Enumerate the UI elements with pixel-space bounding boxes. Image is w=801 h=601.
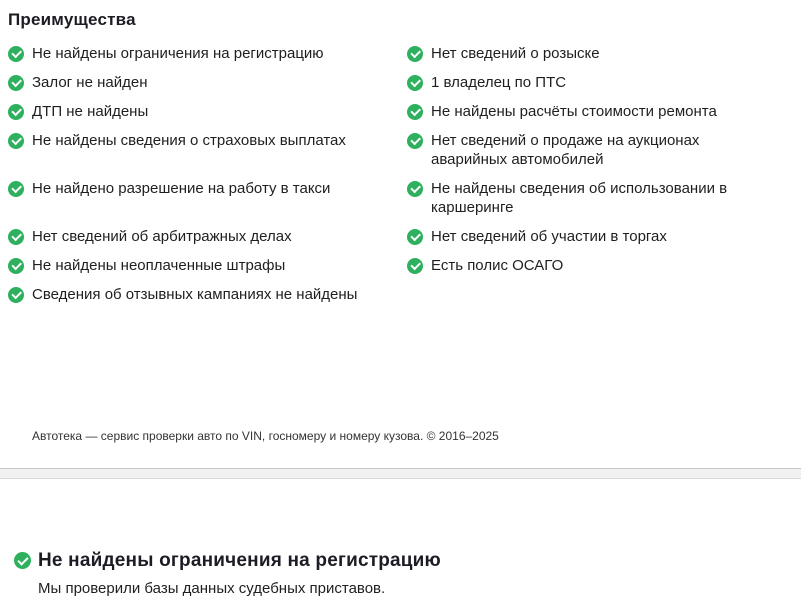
check-icon bbox=[8, 258, 24, 274]
check-icon bbox=[407, 258, 423, 274]
advantage-item bbox=[8, 179, 407, 217]
check-icon bbox=[407, 133, 423, 149]
detail-section bbox=[0, 549, 801, 598]
check-icon bbox=[8, 181, 24, 197]
advantage-item bbox=[407, 256, 793, 275]
advantages-grid bbox=[8, 44, 793, 304]
advantages-section bbox=[0, 10, 801, 443]
advantage-text: Не найдено разрешение на работу в такси bbox=[32, 180, 331, 197]
advantage-text: Не найдены ограничения на регистрацию bbox=[32, 45, 324, 62]
check-icon bbox=[8, 229, 24, 245]
check-icon bbox=[407, 229, 423, 245]
detail-heading bbox=[14, 549, 787, 572]
advantage-text: 1 владелец по ПТС bbox=[431, 74, 567, 91]
advantage-text: Не найдены неоплаченные штрафы bbox=[32, 257, 286, 274]
check-icon bbox=[407, 181, 423, 197]
check-icon bbox=[407, 75, 423, 91]
advantage-item bbox=[8, 102, 407, 121]
advantage-text: Нет сведений о продаже на аукционах аварийных автомобилей bbox=[431, 132, 700, 168]
advantage-text: Сведения об отзывных кампаниях не найдены bbox=[32, 286, 358, 303]
check-icon bbox=[8, 75, 24, 91]
advantage-item bbox=[407, 102, 793, 121]
advantage-item bbox=[8, 73, 407, 92]
advantage-text: Нет сведений об арбитражных делах bbox=[32, 228, 292, 245]
check-icon bbox=[407, 104, 423, 120]
advantage-text: Не найдены сведения о страховых выплатах bbox=[32, 132, 346, 149]
page-break-divider bbox=[0, 468, 801, 479]
advantage-text: Не найдены сведения об использовании в каршеринге bbox=[431, 180, 728, 216]
advantage-item bbox=[8, 131, 407, 169]
report-footer: Автотека — сервис проверки авто по VIN, госномеру и номеру кузова. © 2016–2025 bbox=[32, 429, 499, 443]
check-icon bbox=[8, 46, 24, 62]
advantage-item bbox=[407, 131, 793, 169]
advantage-text: Залог не найден bbox=[32, 74, 148, 91]
advantage-text: Есть полис ОСАГО bbox=[431, 257, 564, 274]
advantage-text: Нет сведений о розыске bbox=[431, 45, 600, 62]
advantage-item bbox=[8, 227, 407, 246]
detail-heading-text: Не найдены ограничения на регистрацию bbox=[38, 550, 441, 571]
advantage-text: Нет сведений об участии в торгах bbox=[431, 228, 667, 245]
check-icon bbox=[8, 104, 24, 120]
check-icon bbox=[8, 133, 24, 149]
check-icon bbox=[14, 552, 31, 569]
advantage-text: Не найдены расчёты стоимости ремонта bbox=[431, 103, 717, 120]
advantage-item bbox=[8, 256, 407, 275]
advantage-text: ДТП не найдены bbox=[32, 103, 149, 120]
advantage-item bbox=[407, 73, 793, 92]
advantage-item bbox=[407, 179, 793, 217]
advantage-item bbox=[407, 44, 793, 63]
detail-description: Мы проверили базы данных судебных приставов. bbox=[38, 580, 386, 597]
advantage-item bbox=[407, 227, 793, 246]
page-title: Преимущества bbox=[8, 10, 136, 29]
check-icon bbox=[407, 46, 423, 62]
advantage-item bbox=[8, 285, 407, 304]
advantage-item bbox=[8, 44, 407, 63]
check-icon bbox=[8, 287, 24, 303]
